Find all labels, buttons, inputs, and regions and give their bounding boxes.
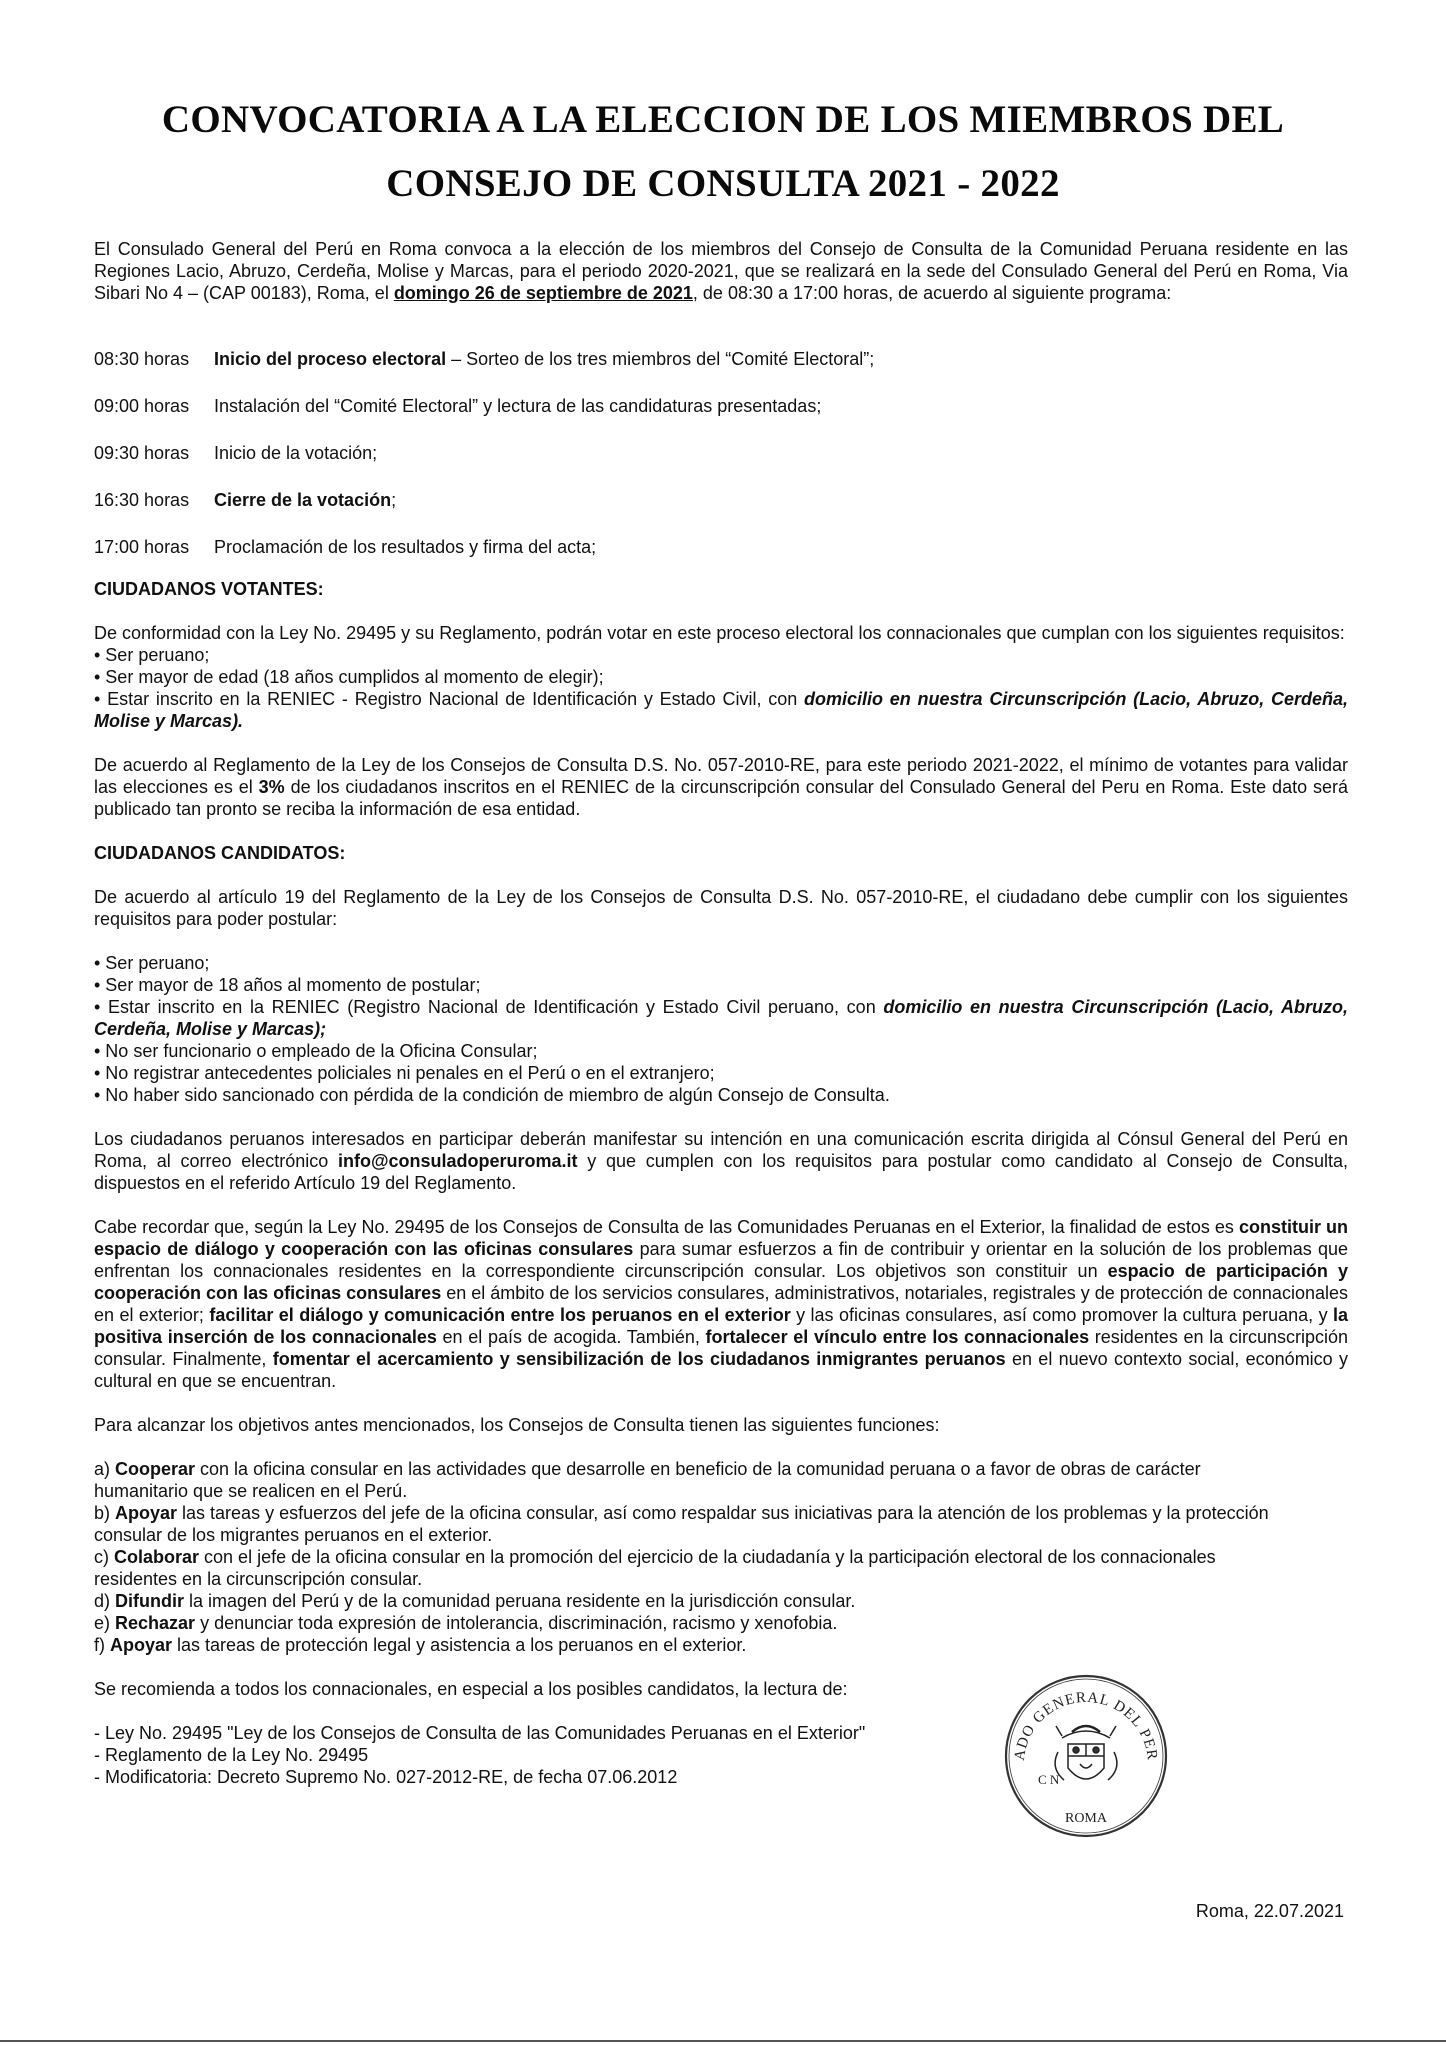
- list-item: • Ser peruano;: [94, 645, 210, 665]
- coat-of-arms-icon: [1055, 1726, 1117, 1780]
- candidatos-heading: CIUDADANOS CANDIDATOS:: [94, 843, 346, 863]
- list-item: e) Rechazar y denunciar toda expresión de intolerancia, discriminación, racismo y xenofobia.: [94, 1613, 838, 1633]
- intro-text-2: , de 08:30 a 17:00 horas, de acuerdo al siguiente programa:: [692, 283, 1172, 303]
- candidatos-intro: De acuerdo al artículo 19 del Reglamento de la Ley de los Consejos de Consulta D.S. No. 057-2010-RE, el ciudadano debe cumplir con los siguientes requisitos para poder postular:: [94, 887, 1348, 929]
- document-title: [0, 88, 1446, 216]
- list-item: • No ser funcionario o empleado de la Oficina Consular;: [94, 1041, 538, 1061]
- list-item: - Modificatoria: Decreto Supremo No. 027-2012-RE, de fecha 07.06.2012: [94, 1767, 678, 1787]
- document-body: [94, 238, 1348, 1788]
- candidatos-requirements: [94, 952, 1348, 1106]
- schedule-list: [94, 348, 1348, 558]
- title-line-2: CONSEJO DE CONSULTA 2021 - 2022: [386, 162, 1060, 205]
- intro-paragraph: [94, 238, 1348, 304]
- schedule-time: 09:00 horas: [94, 396, 190, 416]
- votantes-intro: De conformidad con la Ley No. 29495 y su Reglamento, podrán votar en este proceso electoral los connacionales que cumplan con los siguientes requisitos:: [94, 623, 1345, 643]
- funciones-intro: Para alcanzar los objetivos antes mencionados, los Consejos de Consulta tienen las siguientes funciones:: [94, 1415, 940, 1435]
- recordar-paragraph: Cabe recordar que, según la Ley No. 29495 de los Consejos de Consulta de las Comunidades Peruanas en el Exterior, la finalidad de estos es constituir un espacio de diálogo y cooperación con las oficinas consulares para sumar esfuerzos a fin de contribuir y orientar en la solución de los problemas que enfrentan los connacionales residentes en la correspondiente circunscripción consular. Los objetivos son constituir un espacio de participación y cooperación con las oficinas consulares en el ámbito de los servicios consulares, administrativos, notariales, registrales y de protección de connacionales en el exterior; facilitar el diálogo y comunicación entre los peruanos en el exterior y las oficinas consulares, así como promover la cultura peruana, y la positiva inserción de los connacionales en el país de acogida. También, fortalecer el vínculo entre los connacionales residentes en la circunscripción consular. Finalmente, fomentar el acercamiento y sensibilización de los ciudadanos inmigrantes peruanos en el nuevo contexto social, económico y cultural en que se encuentran.: [94, 1217, 1349, 1391]
- seal-bottom-text: ROMA: [1064, 1811, 1108, 1826]
- list-item: • Estar inscrito en la RENIEC (Registro Nacional de Identificación y Estado Civil peruano, con domicilio en nuestra Circunscripción (Lacio, Abruzo, Cerdeña, Molise y Marcas);: [94, 997, 1348, 1039]
- consulate-seal: [1002, 1672, 1170, 1840]
- schedule-row: [94, 395, 1348, 417]
- votantes-heading: CIUDADANOS VOTANTES:: [94, 579, 324, 599]
- schedule-time: 09:30 horas: [94, 443, 190, 463]
- list-item: c) Colaborar con el jefe de la oficina consular en la promoción del ejercicio de la ciudadanía y la participación electoral de los connacionales residentes en la circunscripción consular.: [94, 1547, 1216, 1589]
- list-item: • Ser mayor de 18 años al momento de postular;: [94, 975, 481, 995]
- schedule-time: 08:30 horas: [94, 349, 190, 369]
- minimo-paragraph: De acuerdo al Reglamento de la Ley de los Consejos de Consulta D.S. No. 057-2010-RE, para este periodo 2021-2022, el mínimo de votantes para validar las elecciones es el 3% de los ciudadanos inscritos en el RENIEC de la circunscripción consular del Consulado General del Peru en Roma. Este dato será publicado tan pronto se reciba la información de esa entidad.: [94, 755, 1348, 819]
- schedule-description: Instalación del “Comité Electoral” y lectura de las candidaturas presentadas;: [214, 396, 822, 416]
- title-line-1: CONVOCATORIA A LA ELECCION DE LOS MIEMBROS DEL: [161, 98, 1285, 141]
- list-item: • Ser peruano;: [94, 953, 210, 973]
- list-item: d) Difundir la imagen del Perú y de la comunidad peruana residente en la jurisdicción consular.: [94, 1591, 856, 1611]
- schedule-description: Cierre de la votación;: [214, 490, 397, 510]
- list-item: - Ley No. 29495 "Ley de los Consejos de Consulta de las Comunidades Peruanas en el Exterior": [94, 1723, 866, 1743]
- list-item: a) Cooperar con la oficina consular en las actividades que desarrolle en beneficio de la comunidad peruana o a favor de obras de carácter humanitario que se realicen en el Perú.: [94, 1459, 1201, 1501]
- seal-side-letters: C N: [1038, 1772, 1060, 1787]
- list-item: • Ser mayor de edad (18 años cumplidos al momento de elegir);: [94, 667, 604, 687]
- schedule-row: [94, 348, 1348, 370]
- schedule-description: Proclamación de los resultados y firma del acta;: [214, 537, 597, 557]
- seal-top-text: ADO GENERAL DEL PER: [1011, 1689, 1161, 1762]
- place-and-date: Roma, 22.07.2021: [1195, 1901, 1344, 1921]
- minimum-percent: 3%: [258, 777, 285, 797]
- schedule-description: Inicio del proceso electoral – Sorteo de los tres miembros del “Comité Electoral”;: [214, 349, 875, 369]
- interest-paragraph: Los ciudadanos peruanos interesados en participar deberán manifestar su intención en una comunicación escrita dirigida al Cónsul General del Perú en Roma, al correo electrónico info@consuladoperuroma.it y que cumplen con los requisitos para postular como candidato al Consejo de Consulta, dispuestos en el referido Artículo 19 del Reglamento.: [94, 1129, 1348, 1193]
- election-date: domingo 26 de septiembre de 2021: [393, 283, 693, 303]
- lectura-intro: Se recomienda a todos los connacionales, en especial a los posibles candidatos, la lectura de:: [94, 1679, 848, 1699]
- schedule-description: Inicio de la votación;: [214, 443, 378, 463]
- funciones-list: [94, 1458, 1274, 1656]
- scan-edge-divider: [0, 2040, 1446, 2042]
- schedule-time: 17:00 horas: [94, 537, 190, 557]
- intro-text-1: El Consulado General del Perú en Roma convoca a la elección de los miembros del Consejo de Consulta de la Comunidad Peruana residente en las Regiones Lacio, Abruzo, Cerdeña, Molise y Marcas, para el periodo 2020-2021, que se realizará en la sede del Consulado General del Perú en Roma, Via Sibari No 4 – (CAP 00183), Roma, el: [94, 239, 1348, 303]
- schedule-row: [94, 536, 1348, 558]
- list-item: b) Apoyar las tareas y esfuerzos del jefe de la oficina consular, así como respaldar sus iniciativas para la atención de los problemas y la protección consular de los migrantes peruanos en el exterior.: [94, 1503, 1269, 1545]
- list-item: • No haber sido sancionado con pérdida de la condición de miembro de algún Consejo de Consulta.: [94, 1085, 890, 1105]
- list-item: • Estar inscrito en la RENIEC - Registro Nacional de Identificación y Estado Civil, con domicilio en nuestra Circunscripción (Lacio, Abruzo, Cerdeña, Molise y Marcas).: [94, 689, 1348, 731]
- schedule-row: [94, 489, 1348, 511]
- schedule-time: 16:30 horas: [94, 490, 190, 510]
- list-item: f) Apoyar las tareas de protección legal y asistencia a los peruanos en el exterior.: [94, 1635, 747, 1655]
- schedule-row: [94, 442, 1348, 464]
- list-item: - Reglamento de la Ley No. 29495: [94, 1745, 369, 1765]
- votantes-requirements: [94, 644, 1348, 732]
- contact-email: info@consuladoperuroma.it: [337, 1151, 578, 1171]
- list-item: • No registrar antecedentes policiales ni penales en el Perú o en el extranjero;: [94, 1063, 715, 1083]
